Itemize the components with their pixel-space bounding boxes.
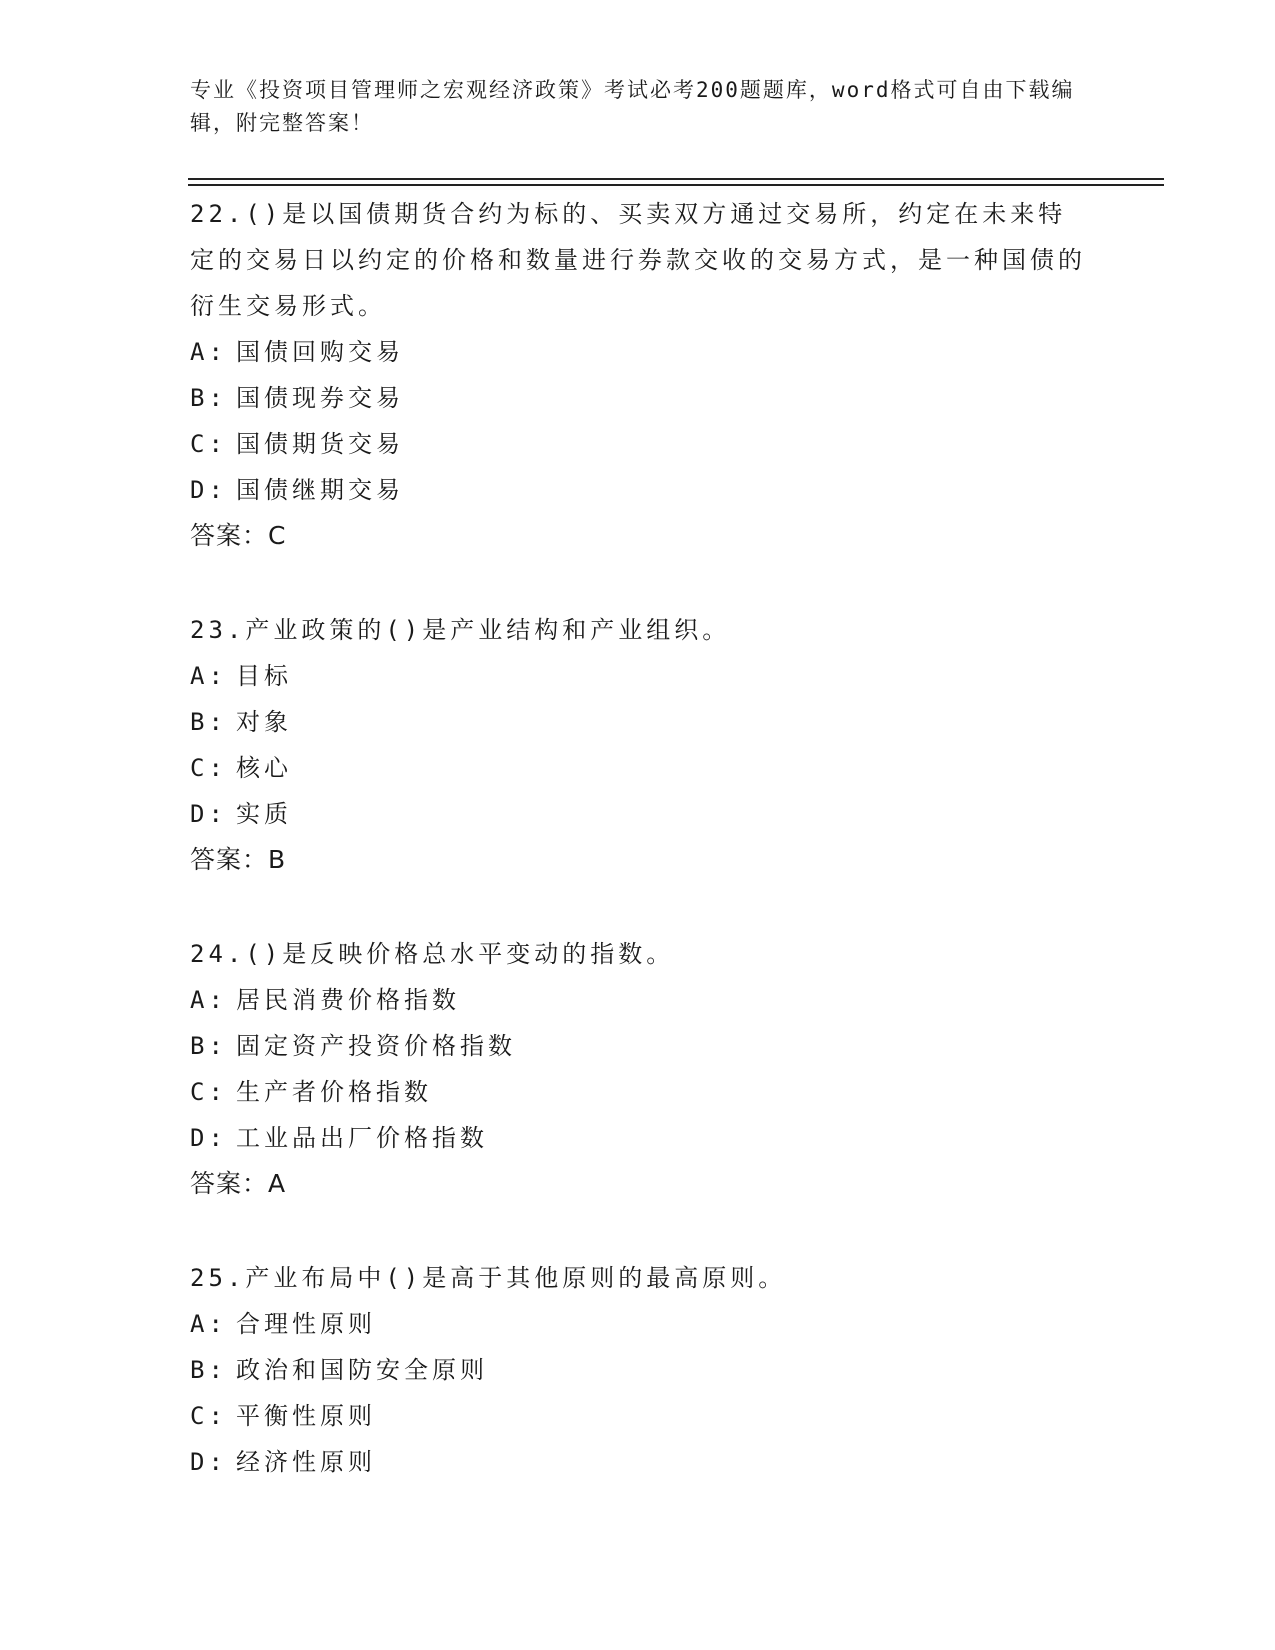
option-text: 实质 — [236, 800, 292, 828]
option-letter: B: — [190, 384, 227, 412]
option-text: 固定资产投资价格指数 — [236, 1032, 516, 1060]
option-text: 平衡性原则 — [236, 1402, 376, 1430]
question-22 — [190, 191, 1090, 559]
option-letter: D: — [190, 1448, 227, 1476]
option-text: 工业品出厂价格指数 — [236, 1124, 488, 1152]
question-stem: 22.()是以国债期货合约为标的、买卖双方通过交易所，约定在未来特定的交易日以约定的价格和数量进行券款交收的交易方式，是一种国债的衍生交易形式。 — [190, 200, 1086, 320]
option-d — [190, 467, 1090, 513]
document-header: 专业《投资项目管理师之宏观经济政策》考试必考200题题库，word格式可自由下载编辑，附完整答案！ — [190, 78, 1075, 135]
answer-line: 答案：B — [190, 845, 287, 874]
option-c — [190, 421, 1090, 467]
option-d — [190, 1439, 1090, 1485]
option-b — [190, 1023, 1090, 1069]
option-letter: D: — [190, 476, 227, 504]
option-d — [190, 791, 1090, 837]
option-b — [190, 1347, 1090, 1393]
option-text: 目标 — [236, 662, 292, 690]
option-letter: C: — [190, 1402, 227, 1430]
option-letter: B: — [190, 1356, 227, 1384]
question-25 — [190, 1255, 1090, 1485]
option-letter: A: — [190, 338, 227, 366]
option-letter: D: — [190, 800, 227, 828]
option-letter: C: — [190, 1078, 227, 1106]
option-a — [190, 977, 1090, 1023]
option-text: 经济性原则 — [236, 1448, 376, 1476]
option-text: 政治和国防安全原则 — [236, 1356, 488, 1384]
option-text: 生产者价格指数 — [236, 1078, 432, 1106]
question-stem: 25.产业布局中()是高于其他原则的最高原则。 — [190, 1264, 787, 1292]
option-letter: B: — [190, 1032, 227, 1060]
option-letter: C: — [190, 430, 227, 458]
option-text: 国债现券交易 — [236, 384, 404, 412]
option-text: 合理性原则 — [236, 1310, 376, 1338]
option-a — [190, 1301, 1090, 1347]
question-24 — [190, 931, 1090, 1207]
question-23 — [190, 607, 1090, 883]
answer-line: 答案：A — [190, 1169, 287, 1198]
header-rule-bottom — [188, 184, 1164, 186]
option-c — [190, 745, 1090, 791]
option-letter: A: — [190, 986, 227, 1014]
question-stem: 24.()是反映价格总水平变动的指数。 — [190, 940, 675, 968]
option-letter: B: — [190, 708, 227, 736]
option-b — [190, 699, 1090, 745]
option-d — [190, 1115, 1090, 1161]
option-a — [190, 329, 1090, 375]
option-b — [190, 375, 1090, 421]
header-rule-top — [188, 178, 1164, 180]
question-list — [190, 191, 1090, 1533]
option-letter: A: — [190, 1310, 227, 1338]
option-text: 国债继期交易 — [236, 476, 404, 504]
option-c — [190, 1069, 1090, 1115]
option-letter: D: — [190, 1124, 227, 1152]
option-text: 对象 — [236, 708, 292, 736]
option-text: 国债回购交易 — [236, 338, 404, 366]
option-a — [190, 653, 1090, 699]
option-c — [190, 1393, 1090, 1439]
question-stem: 23.产业政策的()是产业结构和产业组织。 — [190, 616, 731, 644]
answer-line: 答案：C — [190, 521, 287, 550]
option-letter: C: — [190, 754, 227, 782]
option-letter: A: — [190, 662, 227, 690]
option-text: 国债期货交易 — [236, 430, 404, 458]
option-text: 核心 — [236, 754, 292, 782]
option-text: 居民消费价格指数 — [236, 986, 460, 1014]
